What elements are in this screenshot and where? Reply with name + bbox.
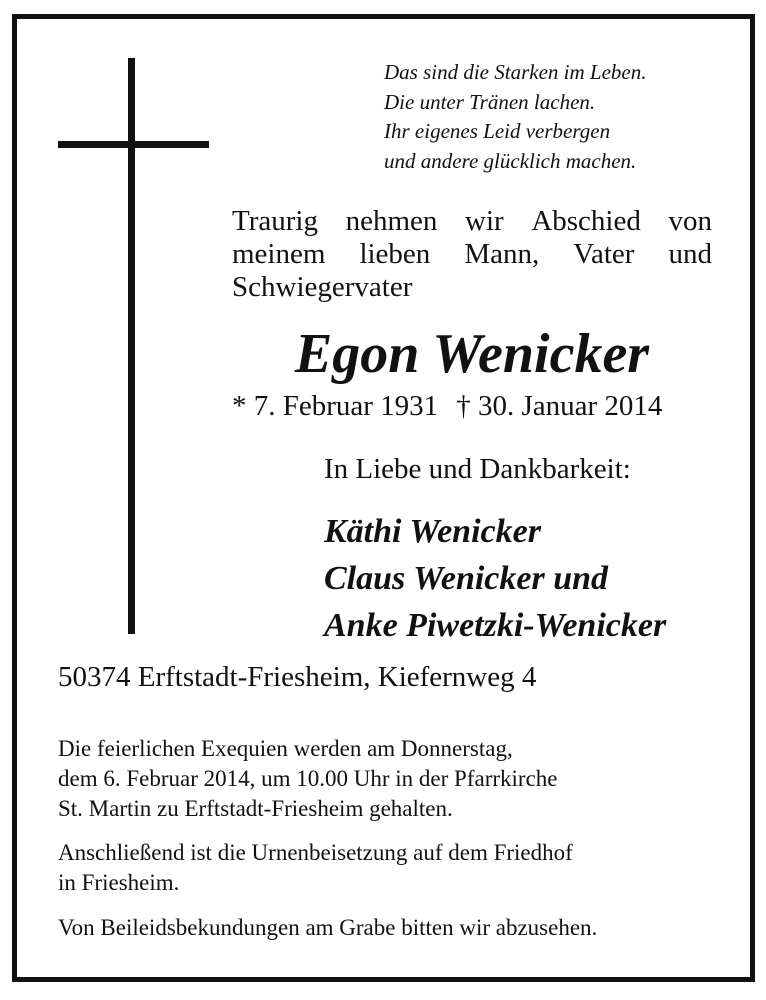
service-line: Die feierlichen Exequien werden am Donnerstag, (58, 736, 513, 761)
poem-line: Die unter Tränen lachen. (384, 89, 596, 114)
intro-word: von (668, 205, 712, 237)
intro-word: Vater (573, 238, 635, 270)
death-date: † 30. Januar 2014 (456, 390, 663, 422)
intro-line-1 (232, 205, 712, 238)
birth-date: * 7. Februar 1931 (232, 390, 439, 422)
family-address: 50374 Erftstadt-Friesheim, Kiefernweg 4 (58, 661, 537, 693)
intro-word: nehmen (345, 205, 438, 237)
intro-line-2 (232, 238, 712, 271)
service-line: St. Martin zu Erftstadt-Friesheim gehalten. (58, 796, 453, 821)
poem (384, 58, 724, 176)
mourner-name: Käthi Wenicker (324, 513, 541, 550)
intro-word: Mann, (464, 238, 540, 270)
intro-word: meinem (232, 238, 326, 270)
cross-horizontal-bar (58, 141, 209, 148)
poem-line: und andere glücklich machen. (384, 148, 637, 173)
intro-word: wir (465, 205, 504, 237)
poem-line: Ihr eigenes Leid verbergen (384, 119, 611, 143)
burial-line: in Friesheim. (58, 870, 180, 895)
intro-word: Traurig (232, 205, 318, 237)
intro-text (232, 205, 712, 304)
mourner-name: Claus Wenicker und (324, 560, 609, 597)
intro-word: lieben (359, 238, 431, 270)
condolence-line: Von Beileidsbekundungen am Grabe bitten wir abzusehen. (58, 915, 598, 940)
thanks-line: In Liebe und Dankbarkeit: (324, 453, 631, 485)
service-paragraph (58, 734, 718, 824)
mourner-name: Anke Piwetzki-Wenicker (324, 607, 667, 644)
poem-line: Das sind die Starken im Leben. (384, 60, 647, 84)
intro-word: Abschied (531, 205, 641, 237)
burial-line: Anschließend ist die Urnenbeisetzung auf dem Friedhof (58, 840, 573, 865)
burial-paragraph (58, 838, 718, 898)
mourners-list (324, 508, 666, 649)
intro-word: und (668, 238, 712, 270)
service-line: dem 6. Februar 2014, um 10.00 Uhr in der Pfarrkirche (58, 766, 558, 791)
condolence-paragraph (58, 913, 718, 943)
intro-line-3: Schwiegervater (232, 271, 413, 303)
deceased-name: Egon Wenicker (294, 323, 650, 385)
life-dates (232, 389, 712, 423)
